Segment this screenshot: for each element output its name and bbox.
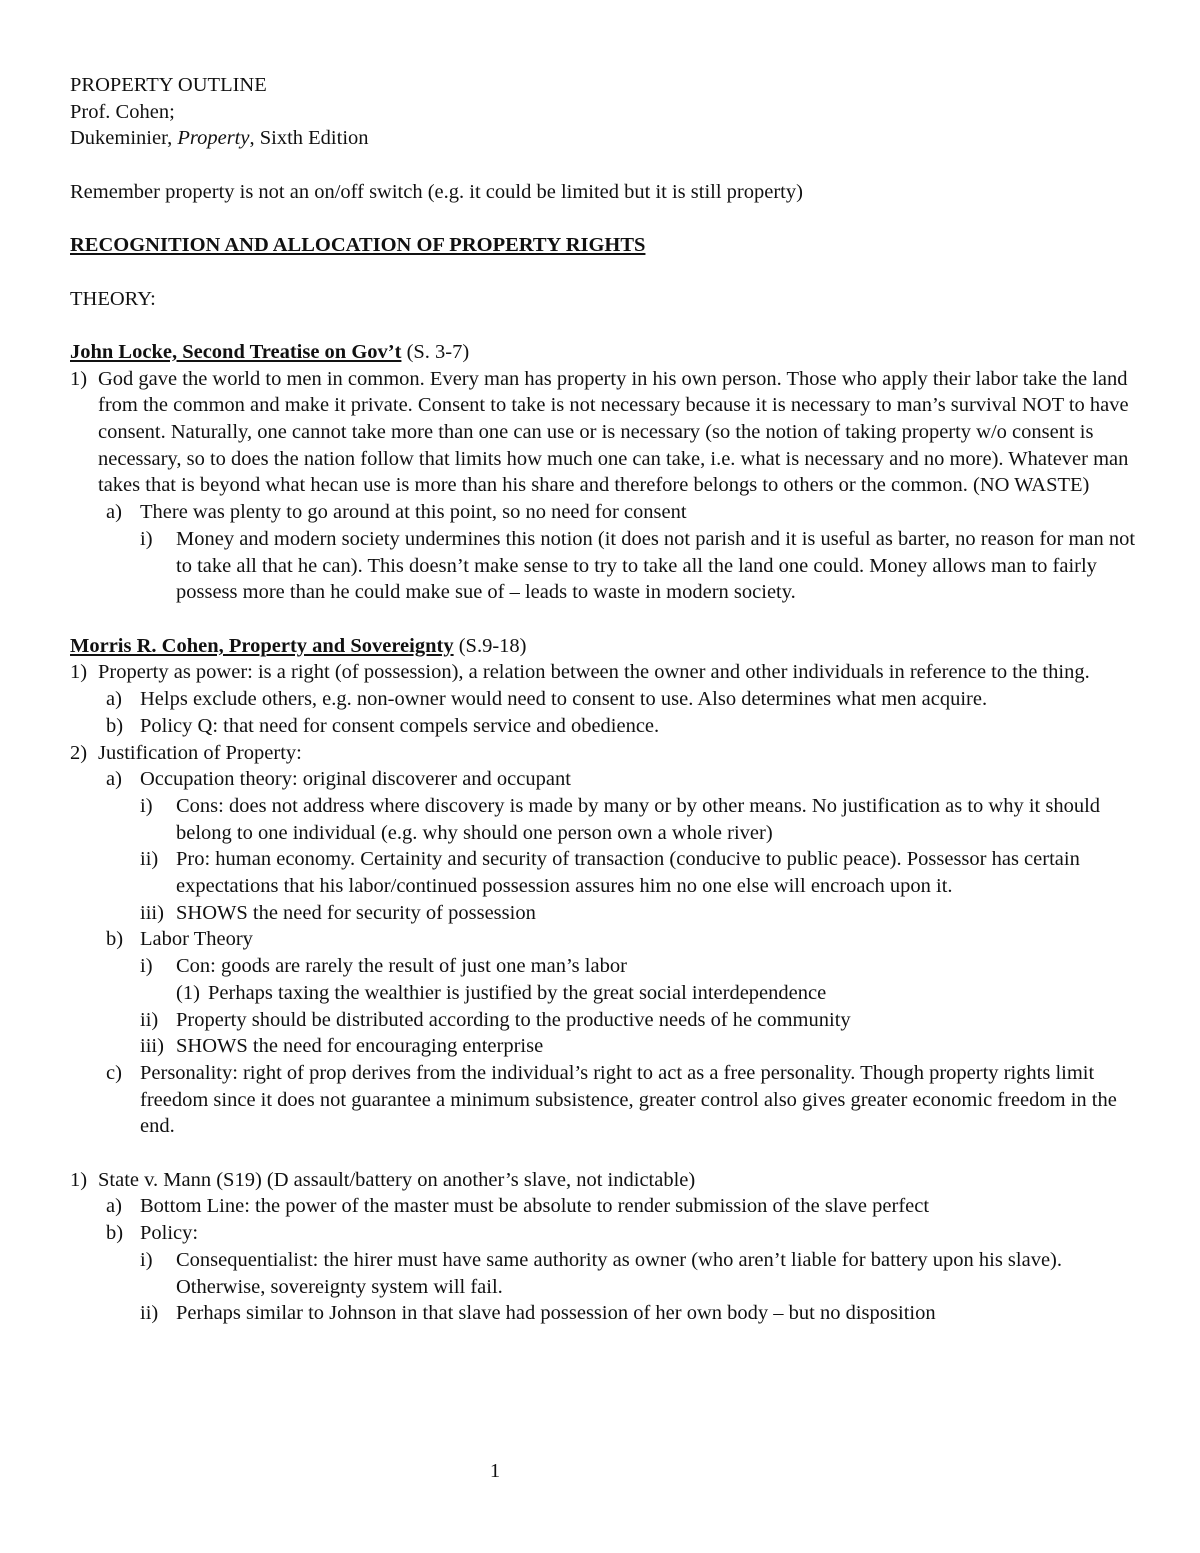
outline-item: ii) Property should be distributed according to the productive needs of he community bbox=[140, 1008, 851, 1031]
document-title: PROPERTY OUTLINE bbox=[70, 74, 267, 96]
outline-item: a) Bottom Line: the power of the master must be absolute to render submission of the slave perfect bbox=[106, 1195, 930, 1218]
outline-item: 1) State v. Mann (S19) (D assault/battery on another’s slave, not indictable) bbox=[70, 1168, 696, 1191]
outline-item: ii) Perhaps similar to Johnson in that slave had possession of her own body – but no disposition bbox=[140, 1302, 936, 1325]
professor-line: Prof. Cohen; bbox=[70, 100, 175, 123]
cohen-heading: Morris R. Cohen, Property and Sovereignty (S.9-18) bbox=[70, 634, 527, 657]
locke-heading: John Locke, Second Treatise on Gov’t (S. 3-7) bbox=[70, 340, 470, 363]
outline-item: c) Personality: right of prop derives from the individual’s right to act as a free personality. Though property rights limit freedom since it does not guarantee a minimum subsistence, greater control also gives greater economic freedom in the end. bbox=[106, 1061, 1117, 1138]
outline-item: (1) Perhaps taxing the wealthier is justified by the great social interdependence bbox=[176, 981, 827, 1004]
outline-item: b) Labor Theory bbox=[106, 928, 253, 951]
theory-label: THEORY: bbox=[70, 287, 156, 310]
outline-item: i) Cons: does not address where discovery is made by many or by other means. No justification as to why it should belong to one individual (e.g. why should one person own a whole river) bbox=[140, 794, 1101, 844]
outline-item: a) Occupation theory: original discoverer and occupant bbox=[106, 768, 571, 791]
outline-item: ii) Pro: human economy. Certainity and security of transaction (conducive to public peace). Possessor has certain expectations that his labor/continued possession assures him no one else will encroach upon it. bbox=[140, 848, 1080, 898]
remember-note: Remember property is not an on/off switch (e.g. it could be limited but it is still property) bbox=[70, 180, 803, 203]
section-heading: RECOGNITION AND ALLOCATION OF PROPERTY RIGHTS bbox=[70, 234, 646, 257]
outline-item: 1) God gave the world to men in common. Every man has property in his own person. Those who apply their labor take the land from the common and make it private. Consent to take is not necessary because it is necessary to man’s survival NOT to have consent. Naturally, one cannot take more than one can use or is necessary (so the notion of taking property w/o consent is necessary, so to does the nation follow that limits how much one can take, i.e. what is necessary and no more). Whatever man takes that is beyond what hecan use is more than his share and therefore belongs to others or the common. (NO WASTE) bbox=[70, 367, 1129, 497]
outline-item: i) Money and modern society undermines this notion (it does not parish and it is useful as barter, no reason for man not to take all that he can). This doesn’t make sense to try to take all the land one could. Money allows man to fairly possess more than he could make sue of – leads to waste in modern society. bbox=[140, 527, 1136, 604]
page-number: 1 bbox=[489, 1460, 501, 1482]
outline-item: 1) Property as power: is a right (of possession), a relation between the owner and other individuals in reference to the thing. bbox=[70, 661, 1090, 684]
document-page bbox=[70, 72, 1140, 1327]
outline-item: b) Policy: bbox=[106, 1222, 199, 1245]
outline-item: a) There was plenty to go around at this point, so no need for consent bbox=[106, 501, 687, 524]
outline-item: 2) Justification of Property: bbox=[70, 741, 302, 764]
outline-item: a) Helps exclude others, e.g. non-owner would need to consent to use. Also determines what men acquire. bbox=[106, 688, 988, 711]
outline-item: i) Consequentialist: the hirer must have same authority as owner (who aren’t liable for battery upon his slave). Otherwise, sovereignty system will fail. bbox=[140, 1248, 1063, 1298]
textbook-line: Dukeminier, Property, Sixth Edition bbox=[70, 127, 369, 150]
outline-item: iii) SHOWS the need for encouraging enterprise bbox=[140, 1035, 544, 1058]
outline-item: i) Con: goods are rarely the result of just one man’s labor bbox=[140, 955, 627, 978]
outline-item: iii) SHOWS the need for security of possession bbox=[140, 901, 536, 924]
outline-item: b) Policy Q: that need for consent compels service and obedience. bbox=[106, 714, 660, 737]
